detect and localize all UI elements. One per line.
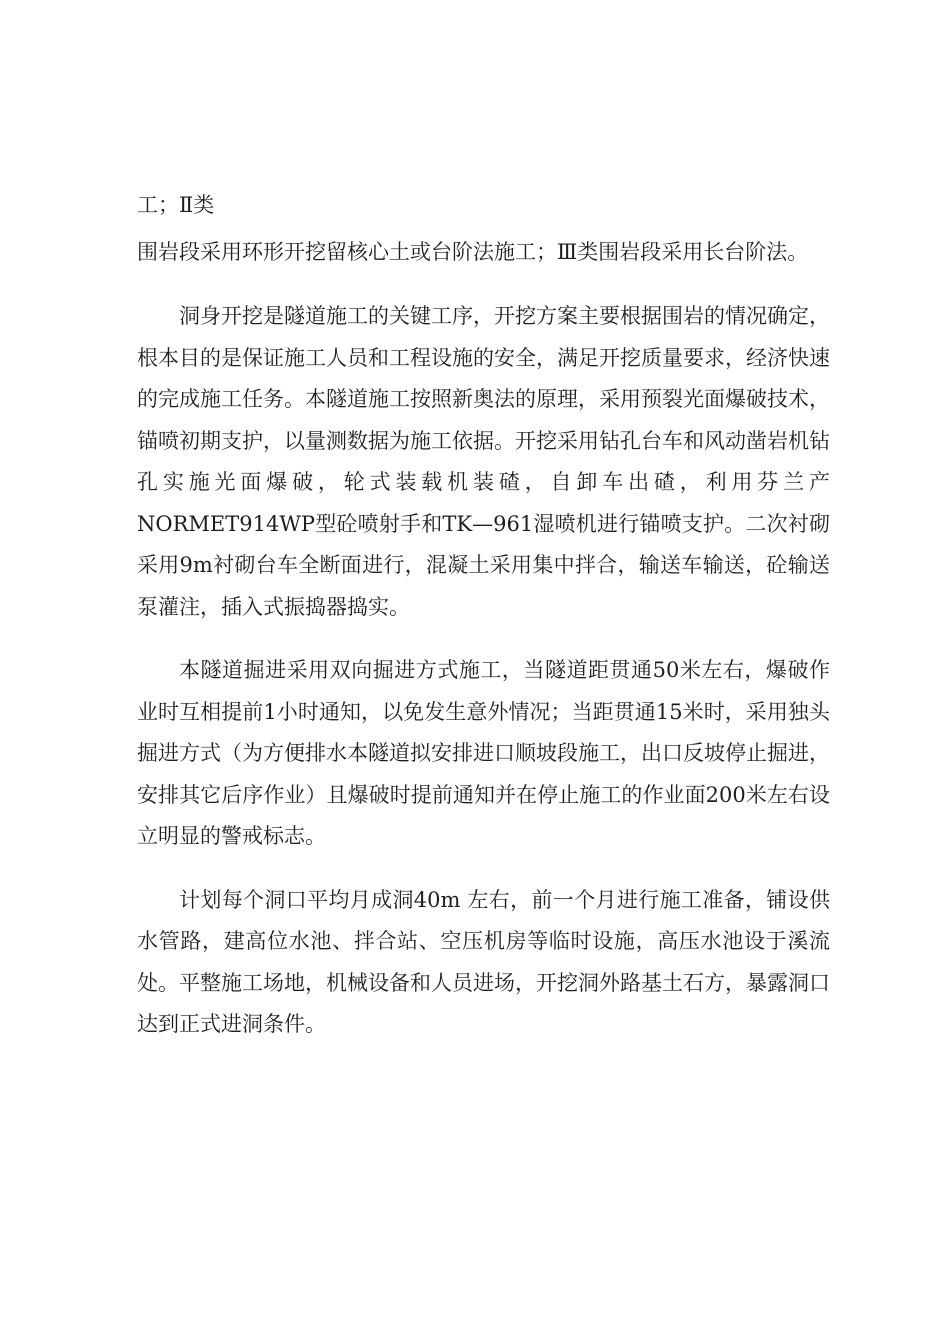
paragraph-tunneling: 本隧道掘进采用双向掘进方式施工，当隧道距贯通50米左右，爆破作业时互相提前1小时通知，以免发生意外情况；当距贯通15米时，采用独头掘进方式（为方便排水本隧道拟安排进口顺坡段施工，出口反坡停止掘进，安排其它后序作业）且爆破时提前通知并在停止施工的作业面200米左右设立明显的警戒标志。 [137,658,830,848]
paragraph-rock-methods: 围岩段采用环形开挖留核心土或台阶法施工；Ⅲ类围岩段采用长台阶法。 [137,240,809,264]
paragraph-excavation: 洞身开挖是隧道施工的关键工序，开挖方案主要根据围岩的情况确定，根本目的是保证施工人员和工程设施的安全，满足开挖质量要求，经济快速的完成施工任务。本隧道施工按照新奥法的原理，采用预裂光面爆破技术，锚喷初期支护，以量测数据为施工依据。开挖采用钻孔台车和风动凿岩机钻孔实施光面爆破，轮式装载机装碴，自卸车出碴，利用芬兰产NORMET914WP型砼喷射手和TK—961湿喷机进行锚喷支护。二次衬砌采用9m衬砌台车全断面进行，混凝土采用集中拌合，输送车输送，砼输送泵灌注，插入式振捣器捣实。 [137,304,830,619]
paragraph-plan: 计划每个洞口平均月成洞40m 左右，前一个月进行施工准备，铺设供水管路，建高位水池、拌合站、空压机房等临时设施，高压水池设于溪流处。平整施工场地，机械设备和人员进场，开挖洞外路基土石方，暴露洞口达到正式进洞条件。 [137,887,830,1036]
document-body [137,190,830,1046]
fragment-line: 工；Ⅱ类 [137,193,215,217]
